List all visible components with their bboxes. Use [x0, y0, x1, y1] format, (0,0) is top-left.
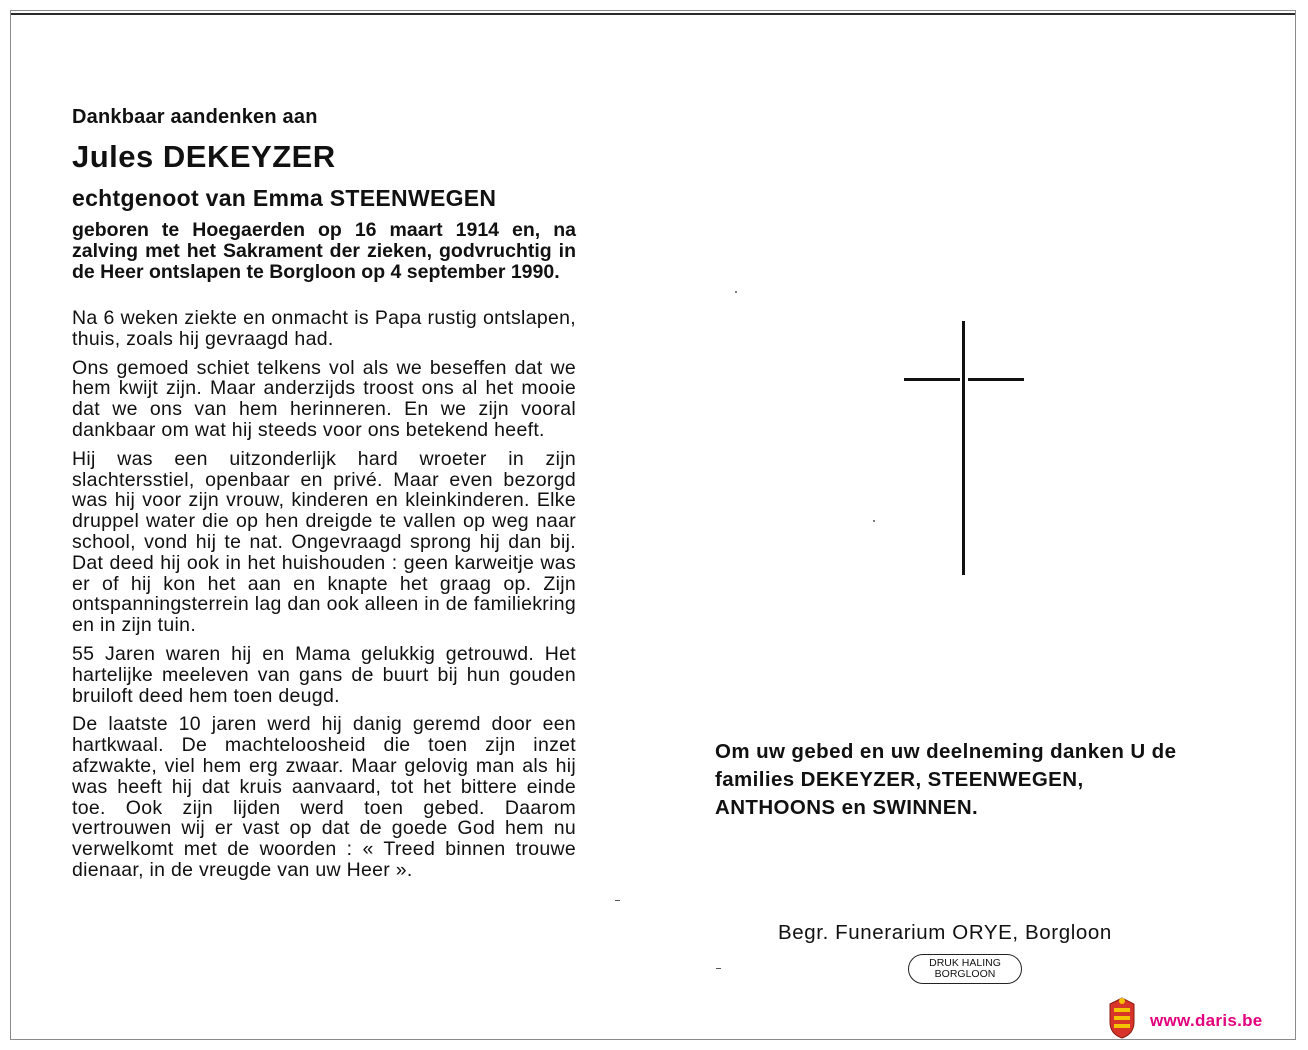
deceased-name: Jules DEKEYZER	[72, 139, 336, 174]
funeral-home-line: Begr. Funerarium ORYE, Borgloon	[778, 921, 1112, 944]
paragraph-4: 55 Jaren waren hij en Mama gelukkig getrouwd. Het hartelijke meeleven van gans de buurt bij hun gouden bruiloft deed hem toen deugd.	[72, 642, 576, 707]
cross-icon	[904, 321, 1024, 575]
watermark-link[interactable]: www.daris.be	[1150, 1011, 1263, 1030]
birth-death-details: geboren te Hoegaerden op 16 maart 1914 en, na zalving met het Sakrament der zieken, godvruchtig in de Heer ontslapen te Borgloon op 4 september 1990.	[72, 219, 576, 283]
spouse-line: echtgenoot van Emma STEENWEGEN	[72, 185, 497, 211]
printer-stamp	[908, 954, 1022, 984]
speck	[615, 900, 620, 901]
intro-line: Dankbaar aandenken aan	[72, 106, 318, 128]
thanks-message	[715, 738, 1235, 822]
top-border-line	[11, 13, 1295, 15]
thanks-line-3: ANTHOONS en SWINNEN.	[715, 796, 979, 819]
speck	[873, 520, 875, 522]
stamp-line-2: BORGLOON	[934, 968, 996, 980]
coat-of-arms-icon	[1106, 996, 1138, 1040]
paragraph-1: Na 6 weken ziekte en onmacht is Papa rustig ontslapen, thuis, zoals hij gevraagd had.	[72, 307, 576, 350]
stamp-line-1: DRUK HALING	[929, 957, 1001, 969]
thanks-line-2: families DEKEYZER, STEENWEGEN,	[715, 768, 1084, 791]
thanks-line-1: Om uw gebed en uw deelneming danken U de	[715, 740, 1177, 763]
left-panel	[72, 106, 576, 881]
speck	[716, 968, 721, 969]
paragraph-2: Ons gemoed schiet telkens vol als we beseffen dat we hem kwijt zijn. Maar anderzijds troost ons al het mooie dat we ons van hem herinneren. En we zijn vooral dankbaar om wat hij steeds voor ons betekend heeft.	[72, 356, 576, 441]
paragraph-5: De laatste 10 jaren werd hij danig geremd door een hartkwaal. De machteloosheid die toen zijn inzet afzwakte, viel hem erg zwaar. Maar gelovig man als hij was heeft hij dat kruis aanvaard, tot het bittere einde toe. Ook zijn lijden werd toen gebed. Daarom vertrouwen wij er vast op dat de goede God hem nu verwelkomt met de woorden : « Treed binnen trouwe dienaar, in de vreugde van uw Heer ».	[72, 713, 576, 881]
speck	[735, 291, 737, 293]
paragraph-3: Hij was een uitzonderlijk hard wroeter in zijn slachtersstiel, openbaar en privé. Maar even bezorgd was hij voor zijn vrouw, kinderen en kleinkinderen. Elke druppel water die op hen dreigde te vallen op weg naar school, vond hij te nat. Ongevraagd sprong hij dan bij. Dat deed hij ook in het huishouden : geen karweitje was er of hij kon het aan en knapte het graag op. Zijn ontspanningsterrein lag dan ook alleen in de familiekring en in zijn tuin.	[72, 447, 576, 637]
